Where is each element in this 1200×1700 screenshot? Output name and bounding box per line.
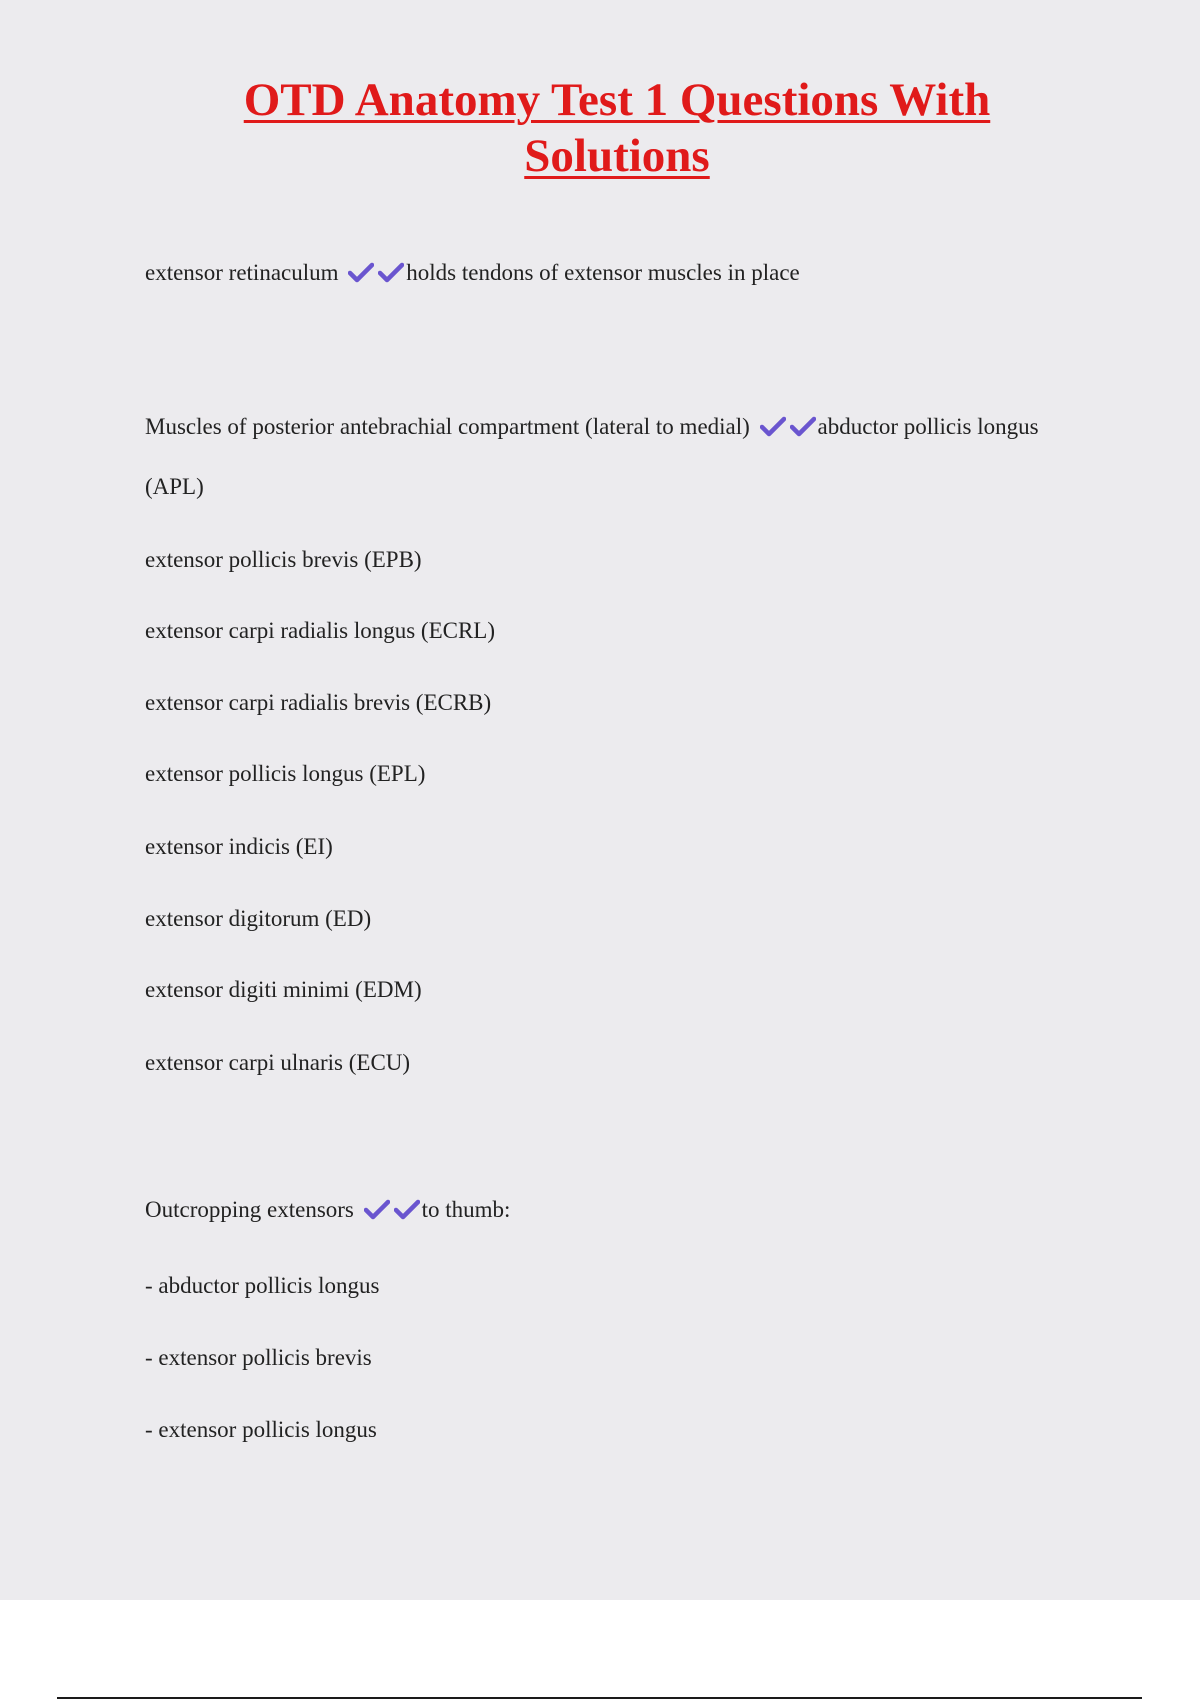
list-item: extensor carpi ulnaris (ECU): [145, 1050, 411, 1075]
entry-2-question-line: [145, 412, 1039, 442]
list-item: extensor carpi radialis brevis (ECRB): [145, 690, 492, 715]
list-item: extensor digitorum (ED): [145, 906, 372, 931]
entry-2-term: Muscles of posterior antebrachial compartment (lateral to medial): [145, 414, 750, 439]
check-mark-icon: [348, 262, 374, 284]
entry-1-question-line: [145, 258, 800, 288]
document-title: [0, 72, 1200, 184]
list-item: extensor pollicis brevis (EPB): [145, 547, 422, 572]
list-item: extensor digiti minimi (EDM): [145, 977, 422, 1002]
entry-3-answer: to thumb:: [421, 1197, 511, 1222]
entry-2-answer: abductor pollicis longus: [817, 414, 1039, 439]
footer-divider: [57, 1697, 1142, 1699]
check-mark-icon: [790, 416, 816, 438]
title-line-2: Solutions: [524, 130, 710, 182]
entry-1-term: extensor retinaculum: [145, 260, 339, 285]
check-mark-icon: [378, 262, 404, 284]
entry-3-question-line: [145, 1195, 510, 1225]
check-mark-icon: [394, 1199, 420, 1221]
list-item: - extensor pollicis brevis: [145, 1345, 372, 1370]
list-item: extensor carpi radialis longus (ECRL): [145, 618, 496, 643]
list-item: - abductor pollicis longus: [145, 1273, 380, 1298]
entry-2-answer-continued: (APL): [145, 474, 204, 499]
check-mark-icon: [760, 416, 786, 438]
title-line-1: OTD Anatomy Test 1 Questions With: [243, 74, 991, 126]
entry-3-term: Outcropping extensors: [145, 1197, 354, 1222]
check-mark-icon: [364, 1199, 390, 1221]
list-item: extensor indicis (EI): [145, 834, 333, 859]
list-item: - extensor pollicis longus: [145, 1417, 377, 1442]
entry-1-answer: holds tendons of extensor muscles in place: [406, 260, 800, 285]
list-item: extensor pollicis longus (EPL): [145, 761, 426, 786]
